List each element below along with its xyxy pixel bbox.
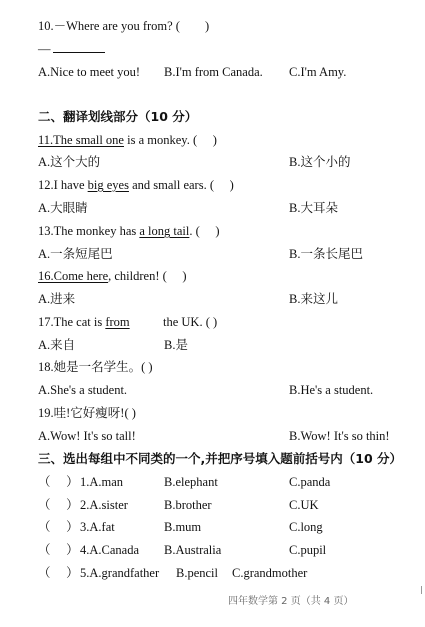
s3-row-4-a: 4.A.Canada xyxy=(80,543,140,557)
blank-line xyxy=(53,41,105,53)
q16-underlined: 16.Come here xyxy=(38,269,109,283)
q12-underlined: big eyes xyxy=(87,178,129,192)
q16-option-a: A.进来 xyxy=(38,292,76,306)
s3-row-2-b: B.brother xyxy=(164,498,212,512)
q11-underlined: 11.The small one xyxy=(38,133,124,147)
q10-option-b: B.I'm from Canada. xyxy=(164,65,263,79)
s3-row-4-b: B.Australia xyxy=(164,543,222,557)
q17-option-b: B.是 xyxy=(164,338,188,352)
q12-option-a: A.大眼睛 xyxy=(38,201,88,215)
q19-option-a: A.Wow! It's so tall! xyxy=(38,429,136,443)
section-3-title: 三、选出每组中不同类的一个,并把序号填入题前括号内（10 分） xyxy=(38,451,402,466)
s3-row-1-b: B.elephant xyxy=(164,475,218,489)
question-17 xyxy=(38,314,130,330)
q17-underlined: from xyxy=(105,315,130,329)
s3-row-1-c: C.panda xyxy=(289,475,331,489)
answer-blank xyxy=(38,41,105,57)
s3-row-1-a: 1.A.man xyxy=(80,475,124,489)
s3-row-5-a: 5.A.grandfather xyxy=(80,566,160,580)
q11-rest: is a monkey. ( ) xyxy=(123,133,217,147)
s3-row-3-a: 3.A.fat xyxy=(80,520,115,534)
question-19: 19.哇!它好瘦呀!( ) xyxy=(38,406,136,420)
page-edge-mark xyxy=(421,586,422,594)
q12-pre: 12.I have xyxy=(38,178,88,192)
q11-option-b: B.这个小的 xyxy=(289,155,351,169)
q13-underlined: a long tail xyxy=(139,224,190,238)
question-12 xyxy=(38,177,234,193)
q10-option-a: A.Nice to meet you! xyxy=(38,65,141,79)
s3-row-5-c: C.grandmother xyxy=(232,566,308,580)
question-11 xyxy=(38,132,217,148)
question-10: 10.－Where are you from? ( ) xyxy=(38,19,210,33)
q19-option-b: B.Wow! It's so thin! xyxy=(289,429,390,443)
dash: — xyxy=(38,42,51,56)
question-13 xyxy=(38,223,220,239)
q12-option-b: B.大耳朵 xyxy=(289,201,338,215)
page-footer: 四年数学第 2 页（共 4 页） xyxy=(228,596,354,607)
q13-option-b: B.一条长尾巴 xyxy=(289,247,363,261)
q17-option-a: A.来自 xyxy=(38,338,76,352)
q13-rest: . ( ) xyxy=(189,224,220,238)
q13-pre: 13.The monkey has xyxy=(38,224,140,238)
s3-row-4-c: C.pupil xyxy=(289,543,327,557)
question-18: 18.她是一名学生。( ) xyxy=(38,360,153,374)
q16-rest: , children! ( ) xyxy=(108,269,187,283)
s3-row-5-paren: （ ） xyxy=(38,566,79,580)
q18-option-b: B.He's a student. xyxy=(289,383,374,397)
section-2-title: 二、翻译划线部分（10 分） xyxy=(38,109,198,124)
s3-row-4-paren: （ ） xyxy=(38,543,79,557)
q18-option-a: A.She's a student. xyxy=(38,383,128,397)
q17-rest: the UK. ( ) xyxy=(163,315,218,329)
q13-option-a: A.一条短尾巴 xyxy=(38,247,113,261)
s3-row-3-c: C.long xyxy=(289,520,323,534)
s3-row-2-paren: （ ） xyxy=(38,498,79,512)
q11-option-a: A.这个大的 xyxy=(38,155,101,169)
q16-option-b: B.来这儿 xyxy=(289,292,338,306)
question-16 xyxy=(38,268,187,284)
s3-row-3-paren: （ ） xyxy=(38,520,79,534)
s3-row-2-a: 2.A.sister xyxy=(80,498,128,512)
s3-row-1-paren: （ ） xyxy=(38,475,79,489)
s3-row-3-b: B.mum xyxy=(164,520,202,534)
s3-row-5-b: B.pencil xyxy=(176,566,219,580)
q17-pre: 17.The cat is xyxy=(38,315,106,329)
s3-row-2-c: C.UK xyxy=(289,498,319,512)
q12-rest: and small ears. ( ) xyxy=(128,178,234,192)
q10-option-c: C.I'm Amy. xyxy=(289,65,347,79)
